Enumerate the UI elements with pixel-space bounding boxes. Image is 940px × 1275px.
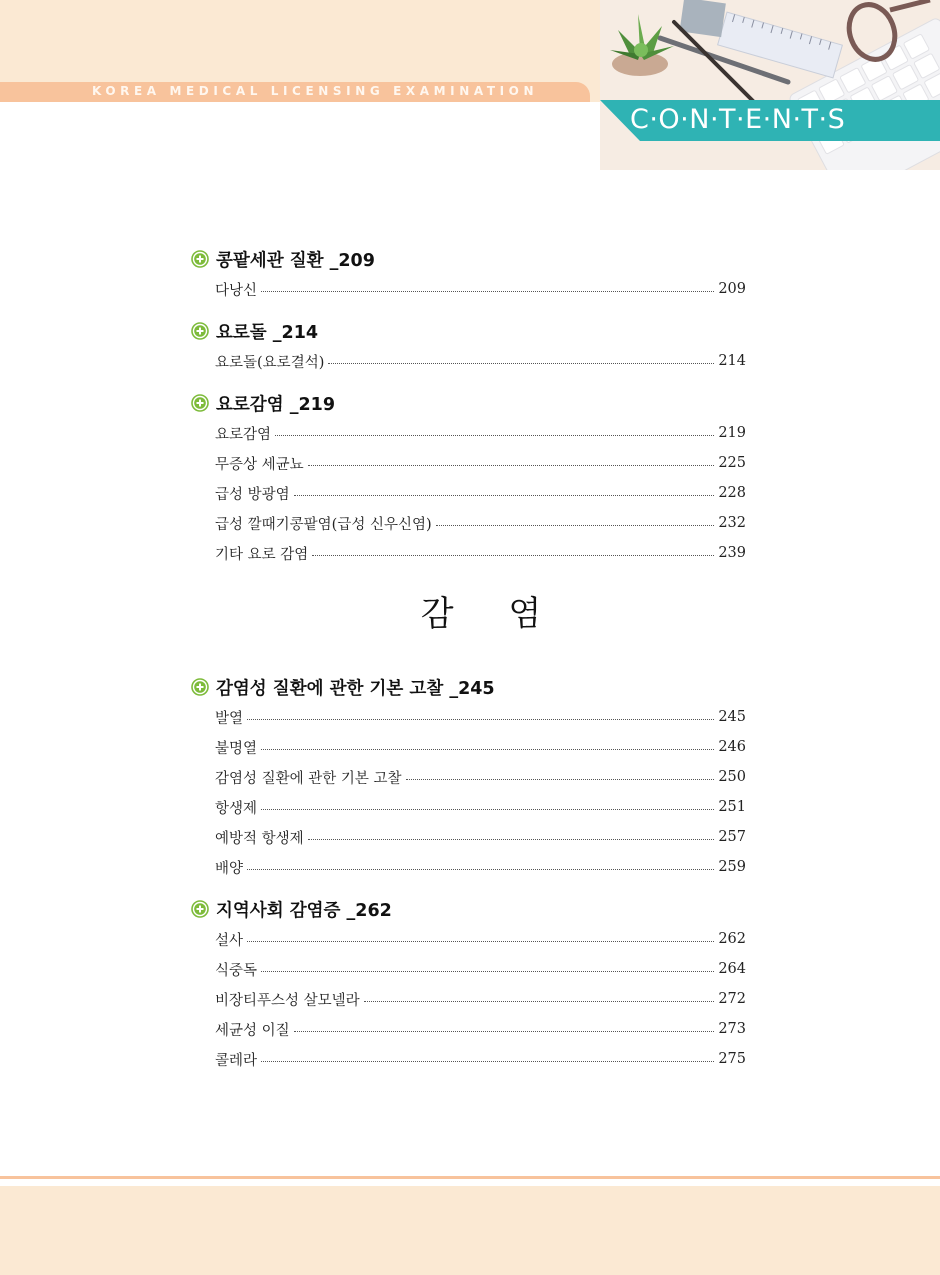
section-title: 콩팥세관 질환 _209 (216, 250, 375, 271)
chapter-title: 감 염 (420, 594, 564, 634)
dot-leader (261, 809, 714, 810)
footer-band (0, 1186, 940, 1275)
entry-label: 기타 요로 감염 (215, 546, 309, 563)
section-title: 감염성 질환에 관한 기본 고찰 _245 (216, 678, 495, 699)
contents-title: C·O·N·T·E·N·T·S (630, 104, 846, 135)
dot-leader (294, 1031, 715, 1032)
page-number: 245 (718, 709, 746, 725)
entry-label: 요로감염 (215, 426, 272, 443)
dot-leader (275, 435, 714, 436)
toc-entry[interactable] (191, 478, 746, 508)
toc-entry[interactable] (191, 732, 746, 762)
section-heading (191, 316, 746, 346)
page-number: 225 (718, 455, 746, 471)
entry-label: 세균성 이질 (215, 1022, 290, 1039)
entry-label: 무증상 세균뇨 (215, 456, 304, 473)
page-number: 251 (718, 799, 746, 815)
page-number: 262 (718, 931, 746, 947)
entry-label: 비장티푸스성 살모넬라 (215, 992, 360, 1009)
toc-entry[interactable] (191, 448, 746, 478)
dot-leader (294, 495, 715, 496)
toc-entry[interactable] (191, 418, 746, 448)
entry-label: 배양 (215, 860, 244, 877)
entry-label: 다낭신 (215, 282, 258, 299)
entry-label: 콜레라 (215, 1052, 258, 1069)
entry-label: 식중독 (215, 962, 258, 979)
toc-entry[interactable] (191, 852, 746, 882)
entry-label: 요로돌(요로결석) (215, 354, 325, 371)
entry-label: 급성 방광염 (215, 486, 290, 503)
toc-entry[interactable] (191, 508, 746, 538)
entry-label: 감염성 질환에 관한 기본 고찰 (215, 770, 402, 787)
section-title: 요로감염 _219 (216, 394, 335, 415)
section-heading (191, 388, 746, 418)
plus-circle-icon (191, 900, 209, 918)
dot-leader (247, 941, 714, 942)
toc-entry[interactable] (191, 924, 746, 954)
dot-leader (312, 555, 714, 556)
plus-circle-icon (191, 678, 209, 696)
dot-leader (261, 1061, 714, 1062)
toc-entry[interactable] (191, 984, 746, 1014)
section-heading (191, 894, 746, 924)
toc-entry[interactable] (191, 822, 746, 852)
page-number: 219 (718, 425, 746, 441)
toc-entry[interactable] (191, 762, 746, 792)
toc-entry[interactable] (191, 1044, 746, 1074)
dot-leader (328, 363, 714, 364)
entry-label: 발열 (215, 710, 244, 727)
plus-circle-icon (191, 250, 209, 268)
entry-label: 급성 깔때기콩팥염(급성 신우신염) (215, 516, 432, 533)
entry-label: 불명열 (215, 740, 258, 757)
plus-circle-icon (191, 322, 209, 340)
dot-leader (261, 749, 714, 750)
header-stripe (0, 82, 590, 102)
toc-entry[interactable] (191, 538, 746, 568)
entry-label: 예방적 항생제 (215, 830, 304, 847)
dot-leader (247, 869, 714, 870)
footer-line (0, 1176, 940, 1179)
page-number: 272 (718, 991, 746, 1007)
table-of-contents (191, 244, 746, 1074)
entry-label: 항생제 (215, 800, 258, 817)
page-number: 232 (718, 515, 746, 531)
toc-entry[interactable] (191, 274, 746, 304)
dot-leader (406, 779, 715, 780)
section-heading (191, 244, 746, 274)
page-number: 259 (718, 859, 746, 875)
dot-leader (261, 971, 714, 972)
dot-leader (364, 1001, 715, 1002)
dot-leader (308, 839, 715, 840)
header-desk-photo (600, 0, 940, 170)
entry-label: 설사 (215, 932, 244, 949)
page-number: 264 (718, 961, 746, 977)
toc-entry[interactable] (191, 346, 746, 376)
section-title: 지역사회 감염증 _262 (216, 900, 392, 921)
dot-leader (308, 465, 715, 466)
page-number: 228 (718, 485, 746, 501)
page-number: 209 (718, 281, 746, 297)
toc-entry[interactable] (191, 1014, 746, 1044)
page-number: 250 (718, 769, 746, 785)
page-number: 257 (718, 829, 746, 845)
dot-leader (247, 719, 714, 720)
toc-entry[interactable] (191, 702, 746, 732)
page-number: 275 (718, 1051, 746, 1067)
dot-leader (436, 525, 715, 526)
plus-circle-icon (191, 394, 209, 412)
dot-leader (261, 291, 714, 292)
section-heading (191, 672, 746, 702)
exam-name: KOREA MEDICAL LICENSING EXAMINATION (92, 84, 539, 98)
page-number: 214 (718, 353, 746, 369)
toc-entry[interactable] (191, 792, 746, 822)
page-number: 246 (718, 739, 746, 755)
section-title: 요로돌 _214 (216, 322, 319, 343)
page-number: 273 (718, 1021, 746, 1037)
page-number: 239 (718, 545, 746, 561)
toc-entry[interactable] (191, 954, 746, 984)
